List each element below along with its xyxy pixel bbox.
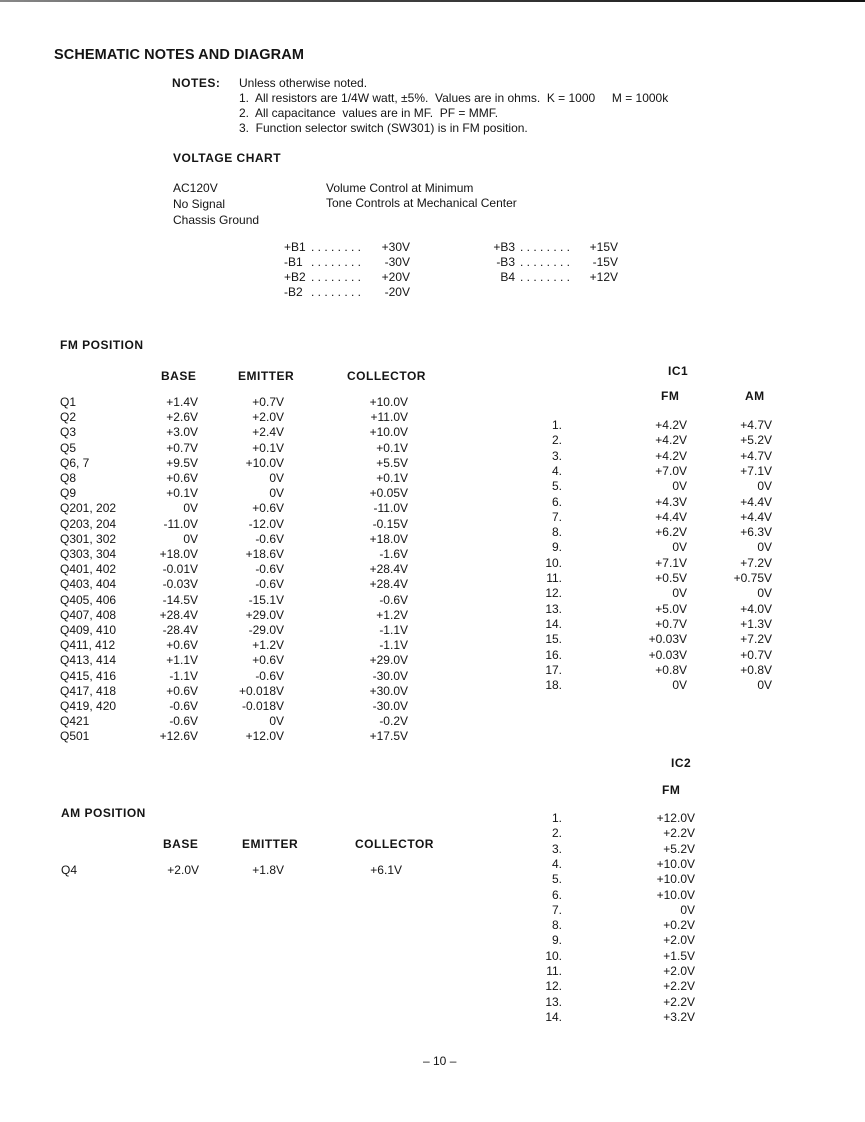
- pin-number: 10.: [545, 555, 562, 570]
- supply-value: -20V: [384, 285, 410, 299]
- supply-value: +12V: [589, 270, 618, 284]
- supply-name: B4: [500, 270, 515, 284]
- pin-number: 4.: [551, 856, 562, 871]
- collector-voltage: +29.0V: [369, 653, 408, 668]
- base-voltage: +0.7V: [166, 440, 198, 455]
- column-header-base: BASE: [161, 369, 197, 383]
- pin-number: 2.: [551, 433, 562, 448]
- condition-text: Chassis Ground: [173, 213, 260, 227]
- leader-dots: . . . . . . . .: [520, 270, 571, 284]
- transistor-label: Q8: [60, 471, 77, 485]
- pin-number: 1.: [551, 811, 562, 825]
- fm-voltage: +12.0V: [656, 811, 695, 825]
- fm-voltage: 0V: [672, 540, 687, 555]
- transistor-label: Q417, 418: [60, 683, 117, 698]
- collector-voltage: +17.5V: [369, 729, 408, 744]
- page-top-edge: [0, 0, 865, 2]
- collector-voltage: +6.1V: [370, 863, 402, 877]
- transistor-label: Q2: [60, 410, 77, 425]
- emitter-voltage: -29.0V: [248, 623, 284, 637]
- base-voltage: -14.5V: [162, 592, 198, 607]
- pin-number: 12.: [545, 586, 562, 601]
- pin-number: 12.: [545, 979, 562, 994]
- pin-number: 8.: [551, 525, 562, 540]
- collector-voltage: +10.0V: [369, 425, 408, 440]
- fm-voltage: +6.2V: [655, 525, 687, 540]
- leader-dots: . . . . . . . .: [311, 285, 362, 299]
- base-voltage: +9.5V: [166, 455, 198, 470]
- page-title: SCHEMATIC NOTES AND DIAGRAM: [54, 47, 304, 63]
- pin-number: 2.: [551, 826, 562, 841]
- transistor-label: Q419, 420: [60, 699, 117, 713]
- fm-voltage: +10.0V: [656, 887, 695, 902]
- transistor-label: Q409, 410: [60, 623, 117, 637]
- fm-voltage: +2.2V: [663, 826, 695, 841]
- collector-voltage: +18.0V: [369, 531, 408, 546]
- fm-voltage: 0V: [672, 479, 687, 494]
- am-voltage: +4.0V: [740, 601, 772, 616]
- supply-value: -30V: [384, 255, 410, 269]
- base-voltage: +2.6V: [166, 410, 198, 425]
- base-voltage: -0.6V: [169, 714, 198, 729]
- transistor-label: Q301, 302: [60, 531, 117, 546]
- emitter-voltage: -0.6V: [255, 531, 284, 546]
- emitter-voltage: -0.018V: [241, 699, 284, 713]
- pin-number: 7.: [551, 902, 562, 917]
- collector-voltage: -1.1V: [379, 623, 408, 637]
- base-voltage: -1.1V: [169, 668, 198, 683]
- supply-name: +B2: [284, 270, 306, 284]
- collector-voltage: +1.2V: [376, 607, 408, 622]
- supply-name: -B1: [284, 255, 303, 269]
- am-voltage: 0V: [757, 678, 772, 693]
- fm-voltage: 0V: [672, 586, 687, 601]
- am-voltage: 0V: [757, 540, 772, 555]
- fm-voltage: +0.03V: [648, 647, 687, 662]
- am-voltage: +4.4V: [740, 509, 772, 524]
- base-voltage: +2.0V: [167, 863, 199, 877]
- am-voltage: +4.7V: [740, 448, 772, 463]
- fm-voltage: +10.0V: [656, 872, 695, 887]
- emitter-voltage: -12.0V: [248, 516, 284, 531]
- pin-number: 3.: [551, 448, 562, 463]
- base-voltage: 0V: [183, 531, 198, 546]
- collector-voltage: +28.4V: [369, 562, 408, 577]
- collector-voltage: -30.0V: [372, 668, 408, 683]
- transistor-label: Q405, 406: [60, 592, 117, 607]
- fm-voltage: +10.0V: [656, 856, 695, 871]
- pin-number: 6.: [551, 887, 562, 902]
- collector-voltage: -11.0V: [373, 501, 408, 516]
- pin-number: 13.: [545, 601, 562, 616]
- supply-name: -B2: [284, 285, 303, 299]
- supply-value: -15V: [592, 255, 618, 269]
- fm-voltage: +1.5V: [663, 948, 695, 963]
- pin-number: 7.: [551, 509, 562, 524]
- collector-voltage: -0.2V: [379, 714, 408, 729]
- voltage-chart-title: VOLTAGE CHART: [173, 151, 282, 165]
- condition-text: No Signal: [173, 197, 226, 211]
- note-item: 3. Function selector switch (SW301) is in FM position.: [239, 121, 528, 135]
- emitter-voltage: -0.6V: [255, 577, 284, 592]
- column-header-base: BASE: [163, 837, 199, 851]
- fm-voltage: 0V: [672, 678, 687, 693]
- fm-position-title: FM POSITION: [60, 338, 144, 352]
- am-voltage: +0.7V: [740, 647, 772, 662]
- notes-label: NOTES:: [172, 76, 221, 90]
- collector-voltage: +5.5V: [376, 455, 408, 470]
- fm-voltage: +4.2V: [655, 448, 687, 463]
- column-header-collector: COLLECTOR: [347, 369, 426, 383]
- am-voltage: +4.7V: [740, 418, 772, 432]
- condition-text: AC120V: [173, 181, 218, 195]
- fm-voltage: +5.2V: [663, 841, 695, 856]
- fm-voltage: +4.3V: [655, 494, 687, 509]
- collector-voltage: +30.0V: [369, 683, 408, 698]
- emitter-voltage: +0.7V: [252, 395, 284, 409]
- am-voltage: +4.4V: [740, 494, 772, 509]
- emitter-voltage: +0.6V: [252, 501, 284, 516]
- pin-number: 14.: [545, 1009, 562, 1024]
- collector-voltage: +0.1V: [376, 471, 408, 485]
- transistor-label: Q5: [60, 440, 77, 455]
- column-header-emitter: EMITTER: [242, 837, 299, 851]
- collector-voltage: -30.0V: [372, 699, 408, 713]
- emitter-voltage: +0.6V: [252, 653, 284, 668]
- base-voltage: +12.6V: [159, 729, 198, 744]
- base-voltage: +1.4V: [166, 395, 198, 409]
- fm-voltage: +4.4V: [655, 509, 687, 524]
- pin-number: 14.: [545, 616, 562, 631]
- pin-number: 6.: [551, 494, 562, 509]
- emitter-voltage: +1.8V: [252, 863, 284, 877]
- leader-dots: . . . . . . . .: [311, 270, 362, 284]
- emitter-voltage: +12.0V: [245, 729, 284, 744]
- base-voltage: +0.1V: [166, 486, 198, 501]
- am-voltage: +0.8V: [740, 662, 772, 677]
- am-voltage: +7.1V: [740, 463, 772, 478]
- supply-name: -B3: [496, 255, 515, 269]
- emitter-voltage: +2.0V: [252, 410, 284, 425]
- fm-voltage: +7.1V: [655, 555, 687, 570]
- am-voltage: +7.2V: [740, 632, 772, 647]
- am-voltage: +1.3V: [740, 616, 772, 631]
- transistor-label: Q421: [60, 714, 90, 729]
- supply-value: +30V: [381, 240, 410, 254]
- emitter-voltage: +18.6V: [245, 547, 284, 561]
- emitter-voltage: -0.6V: [255, 562, 284, 577]
- base-voltage: +0.6V: [166, 638, 198, 653]
- base-voltage: -0.6V: [169, 699, 198, 713]
- collector-voltage: +10.0V: [369, 395, 408, 409]
- pin-number: 1.: [551, 418, 562, 432]
- fm-voltage: +4.2V: [655, 418, 687, 432]
- pin-number: 16.: [545, 647, 562, 662]
- leader-dots: . . . . . . . .: [520, 255, 571, 269]
- base-voltage: 0V: [183, 501, 198, 516]
- emitter-voltage: 0V: [269, 714, 284, 729]
- pin-number: 15.: [545, 632, 562, 647]
- collector-voltage: +11.0V: [370, 410, 408, 425]
- base-voltage: +28.4V: [159, 607, 198, 622]
- pin-number: 17.: [545, 662, 562, 677]
- am-voltage: +6.3V: [740, 525, 772, 540]
- fm-voltage: +0.2V: [663, 918, 695, 933]
- transistor-label: Q403, 404: [60, 577, 117, 592]
- column-header-fm: FM: [661, 389, 680, 403]
- base-voltage: +18.0V: [159, 547, 198, 561]
- column-header-emitter: EMITTER: [238, 369, 295, 383]
- base-voltage: -11.0V: [163, 516, 198, 531]
- note-item: 2. All capacitance values are in MF. PF = MMF.: [239, 106, 499, 120]
- transistor-label: Q9: [60, 486, 77, 501]
- emitter-voltage: +2.4V: [252, 425, 284, 440]
- notes-intro: Unless otherwise noted.: [239, 76, 368, 90]
- base-voltage: +0.6V: [166, 471, 198, 485]
- collector-voltage: +28.4V: [369, 577, 408, 592]
- am-voltage: +7.2V: [740, 555, 772, 570]
- transistor-label: Q407, 408: [60, 607, 117, 622]
- emitter-voltage: +29.0V: [245, 607, 284, 622]
- fm-voltage: +2.0V: [663, 933, 695, 948]
- supply-name: +B3: [493, 240, 515, 254]
- transistor-label: Q3: [60, 425, 77, 440]
- fm-voltage: 0V: [680, 902, 695, 917]
- pin-number: 3.: [551, 841, 562, 856]
- emitter-voltage: +10.0V: [245, 455, 284, 470]
- collector-voltage: -0.15V: [372, 516, 408, 531]
- am-voltage: +5.2V: [740, 433, 772, 448]
- collector-voltage: -1.1V: [379, 638, 408, 653]
- ic2-title: IC2: [671, 756, 692, 770]
- column-header-am: AM: [745, 389, 765, 403]
- emitter-voltage: +1.2V: [252, 638, 284, 653]
- transistor-label: Q501: [60, 729, 90, 744]
- transistor-label: Q413, 414: [60, 653, 117, 668]
- am-voltage: +0.75V: [733, 571, 772, 585]
- transistor-label: Q411, 412: [60, 638, 116, 653]
- base-voltage: -0.01V: [162, 562, 198, 577]
- transistor-label: Q4: [61, 863, 78, 877]
- fm-voltage: +0.7V: [655, 616, 687, 631]
- base-voltage: +3.0V: [166, 425, 198, 440]
- collector-voltage: -1.6V: [379, 547, 408, 561]
- transistor-label: Q6, 7: [60, 455, 90, 470]
- condition-text: Volume Control at Minimum: [326, 181, 474, 195]
- column-header-fm: FM: [662, 783, 681, 797]
- collector-voltage: -0.6V: [379, 592, 408, 607]
- pin-number: 8.: [551, 918, 562, 933]
- transistor-label: Q1: [60, 395, 77, 409]
- pin-number: 11.: [546, 964, 562, 978]
- pin-number: 9.: [551, 540, 562, 555]
- condition-text: Tone Controls at Mechanical Center: [326, 196, 517, 210]
- fm-voltage: +2.0V: [663, 964, 695, 978]
- collector-voltage: +0.1V: [376, 440, 408, 455]
- transistor-label: Q401, 402: [60, 562, 117, 577]
- pin-number: 18.: [545, 678, 562, 693]
- pin-number: 4.: [551, 463, 562, 478]
- transistor-label: Q303, 304: [60, 547, 117, 561]
- note-item: 1. All resistors are 1/4W watt, ±5%. Values are in ohms. K = 1000 M = 1000k: [239, 91, 669, 105]
- pin-number: 13.: [545, 994, 562, 1009]
- am-voltage: 0V: [757, 479, 772, 494]
- transistor-label: Q415, 416: [60, 668, 117, 683]
- emitter-voltage: 0V: [269, 486, 284, 501]
- supply-value: +15V: [589, 240, 618, 254]
- pin-number: 10.: [545, 948, 562, 963]
- base-voltage: +0.6V: [166, 683, 198, 698]
- emitter-voltage: +0.018V: [238, 683, 284, 698]
- transistor-label: Q201, 202: [60, 501, 117, 516]
- column-header-collector: COLLECTOR: [355, 837, 434, 851]
- fm-voltage: +3.2V: [663, 1009, 695, 1024]
- emitter-voltage: +0.1V: [252, 440, 284, 455]
- fm-voltage: +0.03V: [648, 632, 687, 647]
- supply-name: +B1: [284, 240, 306, 254]
- base-voltage: -0.03V: [162, 577, 198, 592]
- ic1-title: IC1: [668, 364, 689, 378]
- leader-dots: . . . . . . . .: [520, 240, 571, 254]
- fm-voltage: +7.0V: [655, 463, 687, 478]
- supply-value: +20V: [381, 270, 410, 284]
- leader-dots: . . . . . . . .: [311, 255, 362, 269]
- emitter-voltage: -0.6V: [255, 668, 284, 683]
- fm-voltage: +4.2V: [655, 433, 687, 448]
- leader-dots: . . . . . . . .: [311, 240, 362, 254]
- emitter-voltage: -15.1V: [248, 592, 284, 607]
- fm-voltage: +2.2V: [663, 994, 695, 1009]
- am-position-title: AM POSITION: [61, 806, 146, 820]
- pin-number: 5.: [551, 479, 562, 494]
- base-voltage: +1.1V: [166, 653, 198, 668]
- emitter-voltage: 0V: [269, 471, 284, 485]
- pin-number: 9.: [551, 933, 562, 948]
- fm-voltage: +0.8V: [655, 662, 687, 677]
- am-voltage: 0V: [757, 586, 772, 601]
- collector-voltage: +0.05V: [369, 486, 408, 501]
- fm-voltage: +0.5V: [655, 571, 687, 585]
- pin-number: 11.: [546, 571, 562, 585]
- fm-voltage: +5.0V: [655, 601, 687, 616]
- page-number: – 10 –: [423, 1054, 457, 1068]
- transistor-label: Q203, 204: [60, 516, 117, 531]
- fm-voltage: +2.2V: [663, 979, 695, 994]
- base-voltage: -28.4V: [162, 623, 198, 637]
- pin-number: 5.: [551, 872, 562, 887]
